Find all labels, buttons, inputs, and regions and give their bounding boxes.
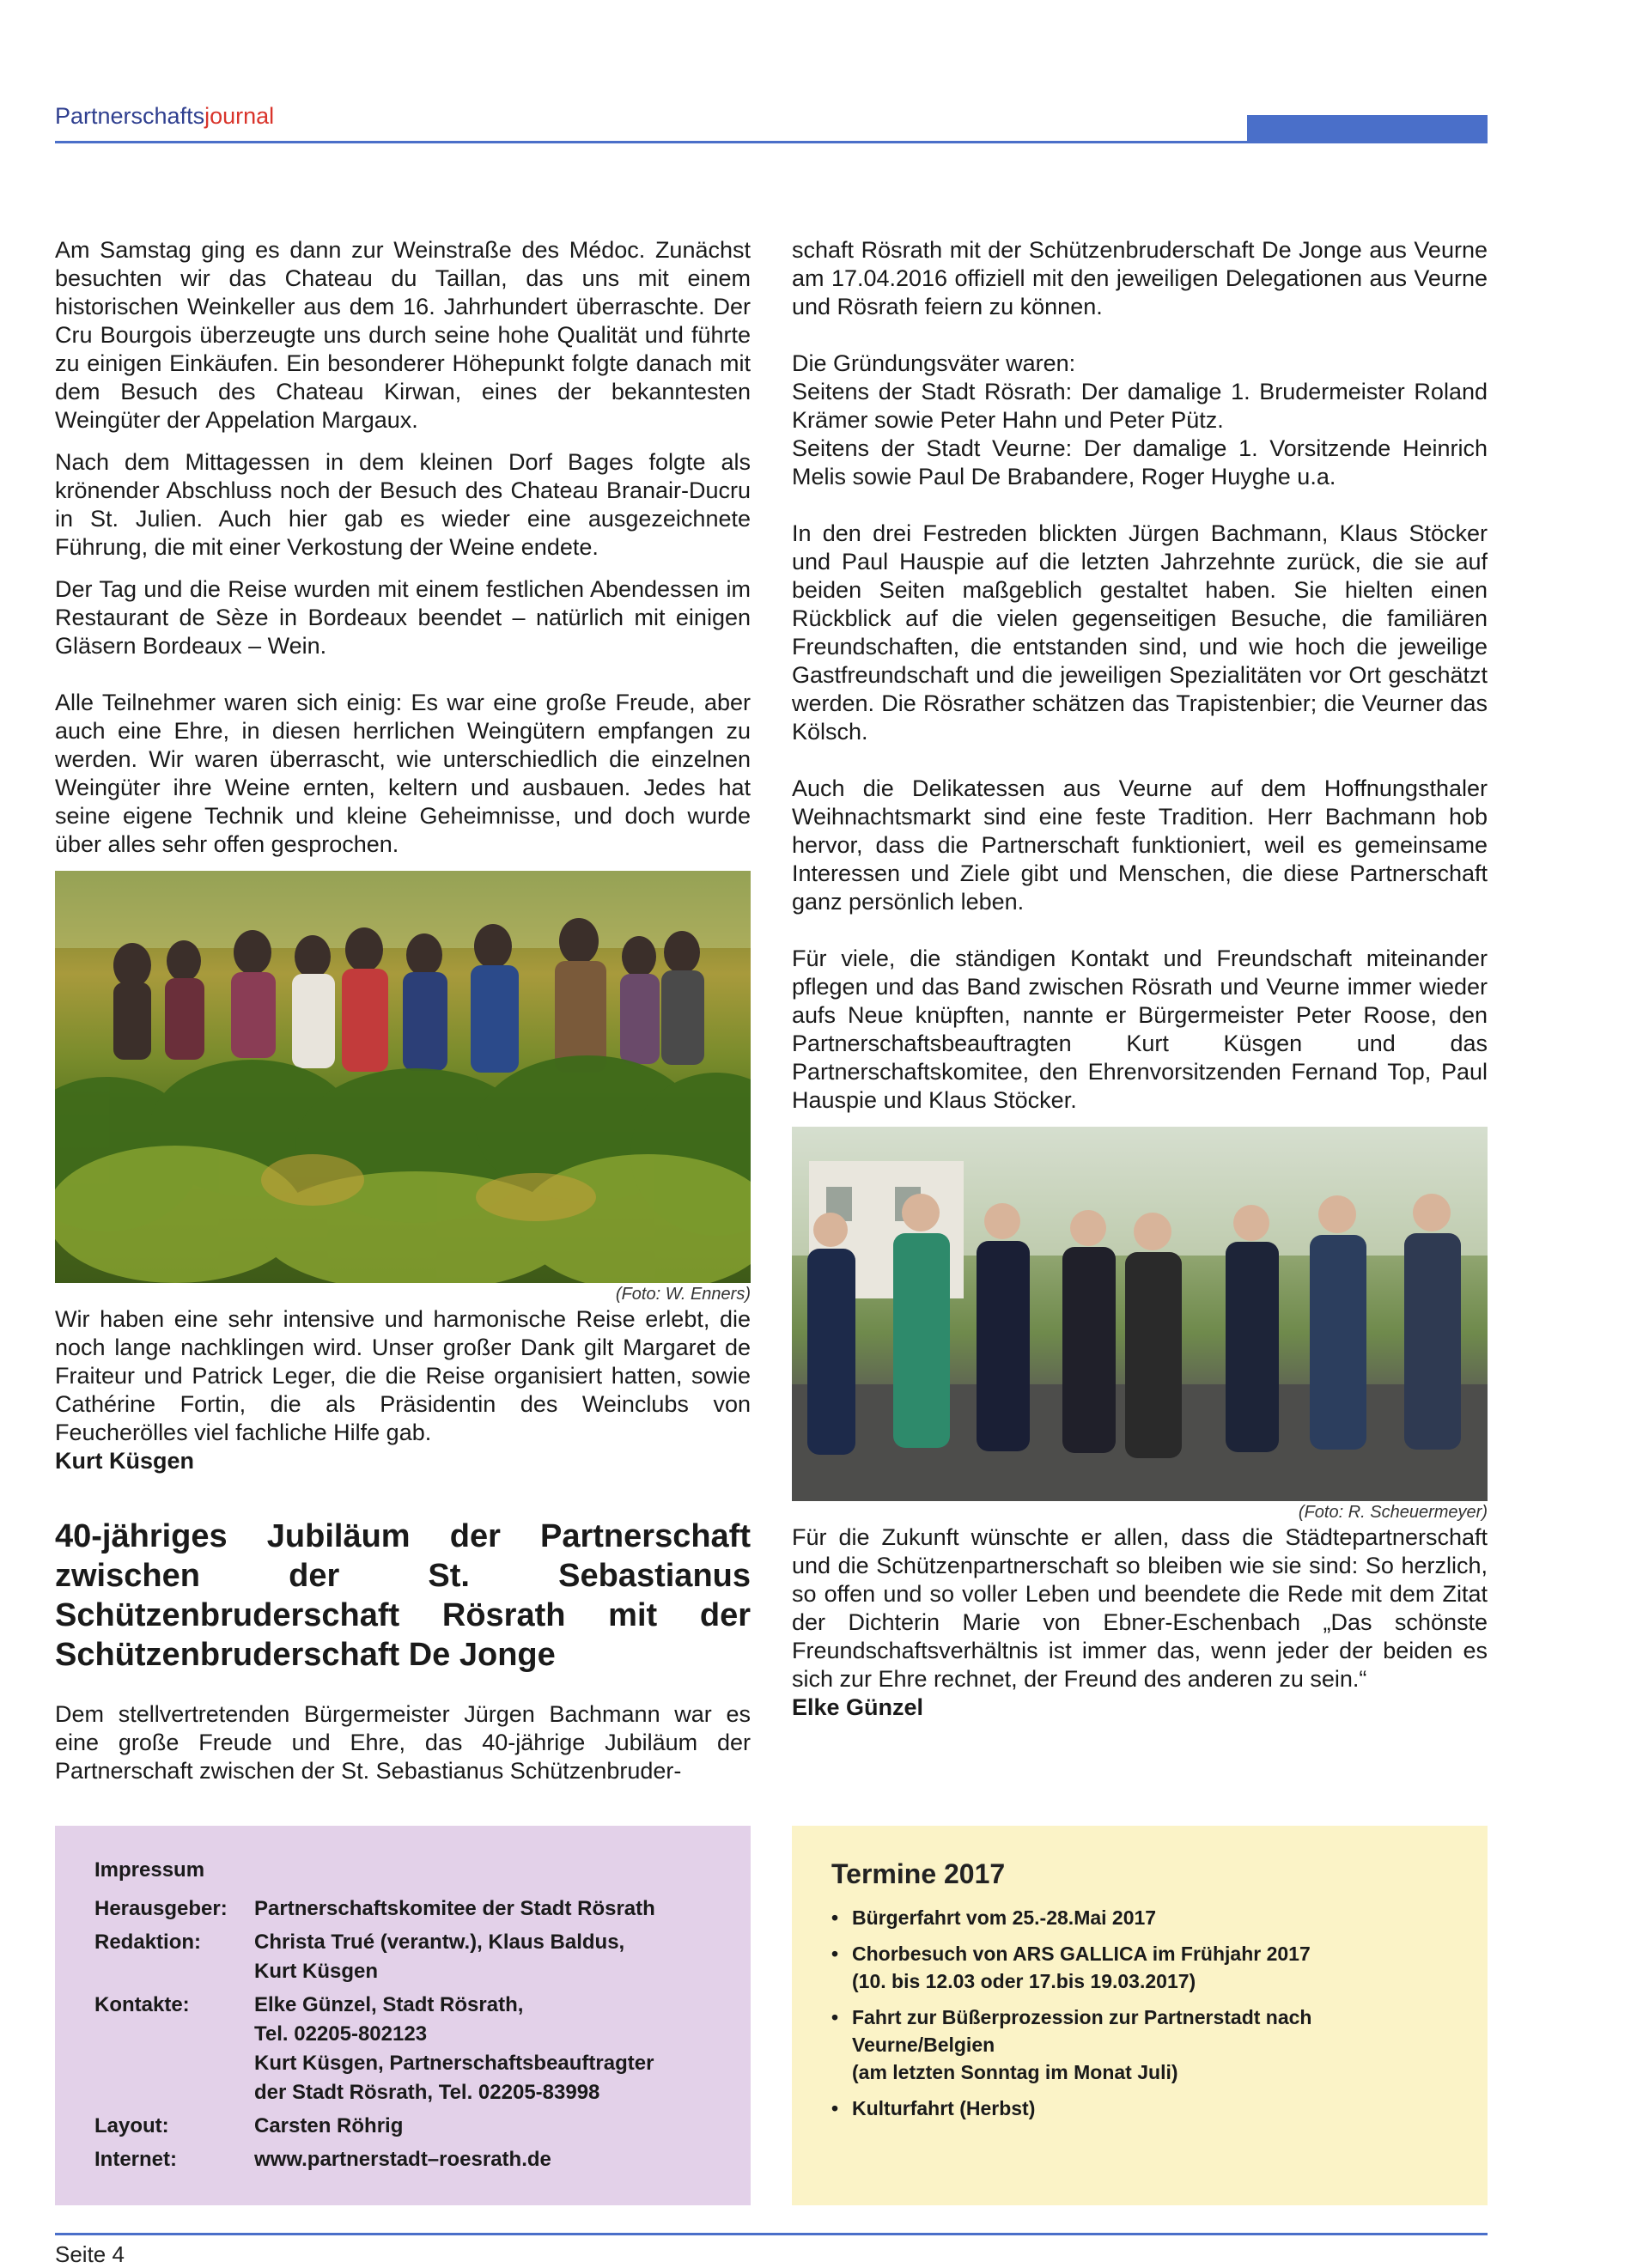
paragraph: Die Gründungsväter waren: xyxy=(792,350,1076,376)
termine-title: Termine 2017 xyxy=(831,1858,1006,1889)
termine-item-text: • Bürgerfahrt vom 25.-28.Mai 2017 xyxy=(852,1906,1157,1929)
author-signature: Elke Günzel xyxy=(792,1694,924,1720)
paragraph: In den drei Festreden blickten Jürgen Bachmann, Klaus Stöcker und Paul Hauspie auf die letzten Jahrzehnte zurück, die sie auf beiden Seiten maßgeblich gestaltet haben. Sie hielten einen Rückblick auf die vielen gegenseitigen Besuche, die familiären Freundschaften, die entstanden sind, und wie hoch die jeweilige Gastfreundschaft und die jeweiligen Spezialitäten vor Ort geschätzt werden. Die Rösrather schätzen das Trapistenbier; die Veurner das Kölsch. xyxy=(792,520,1488,745)
left-column xyxy=(55,236,751,1785)
termine-item-text: • Chorbesuch von ARS GALLICA im Frühjahr 2017 xyxy=(852,1943,1311,1965)
impressum-value: Christa Trué (verantw.), Klaus Baldus, xyxy=(254,1931,625,1954)
termine-item-text: • Kulturfahrt (Herbst) xyxy=(852,2097,1036,2119)
paragraph: Für viele, die ständigen Kontakt und Freundschaft miteinander pflegen und das Band zwischen Rösrath und Veurne immer wieder aufs Neue knüpften, nannte er Bürgermeister Peter Roose, den Partnerschaftsbeauftragten Kurt Küsgen und das Partnerschaftskomitee, den Ehrenvorsitzenden Fernand Top, Paul Hauspie und Klaus Stöcker. xyxy=(792,946,1488,1113)
termine-list xyxy=(831,1904,1448,2122)
impressum-value: Tel. 02205-802123 xyxy=(254,2022,428,2046)
delegation-group-photo xyxy=(792,1127,1488,1501)
photo-credit: (Foto: R. Scheuermeyer) xyxy=(1298,1503,1488,1522)
paragraph: Dem stellvertretenden Bürgermeister Jürgen Bachmann war es eine große Freude und Ehre, das 40-jährige Jubiläum der Partnerschaft zwischen der St. Sebastianus Schützenbruder- xyxy=(55,1701,751,1784)
impressum-key: Herausgeber: xyxy=(94,1897,228,1920)
article-headline: 40-jähriges Jubiläum der Partnerschaft zwischen der St. Sebastianus Schützenbruderschaft Rösrath mit der Schützenbruderschaft De Jonge xyxy=(55,1518,751,1673)
impressum-row xyxy=(94,2112,711,2141)
impressum-row xyxy=(94,2145,711,2174)
paragraph: schaft Rösrath mit der Schützenbruderschaft De Jonge aus Veurne am 17.04.2016 offiziell mit den jeweiligen Delegationen aus Veurne und Rösrath feiern zu können. xyxy=(792,237,1488,319)
right-column xyxy=(792,236,1488,1722)
impressum-row xyxy=(94,1991,711,2107)
impressum-value: Kurt Küsgen, Partnerschaftsbeauftragter xyxy=(254,2052,654,2075)
impressum-key: Layout: xyxy=(94,2114,169,2137)
paragraph: Seitens der Stadt Rösrath: Der damalige 1. Brudermeister Roland Krämer sowie Peter Hahn und Peter Pütz. xyxy=(792,379,1488,433)
impressum-row xyxy=(94,1894,711,1924)
footer-rule xyxy=(55,2233,1488,2235)
impressum-value: Carsten Röhrig xyxy=(254,2114,404,2137)
impressum-key: Kontakte: xyxy=(94,1993,190,2016)
list-item xyxy=(831,1940,1448,1995)
impressum-key: Redaktion: xyxy=(94,1931,202,1954)
impressum-value: Elke Günzel, Stadt Rösrath, xyxy=(254,1993,524,2016)
termine-item-detail: (10. bis 12.03 oder 17.bis 19.03.2017) xyxy=(852,1970,1196,1992)
journal-title-prefix: Partnerschafts xyxy=(55,103,205,129)
list-item xyxy=(831,2004,1448,2086)
header-color-block xyxy=(1247,115,1488,143)
impressum-title: Impressum xyxy=(94,1858,205,1882)
impressum-value: der Stadt Rösrath, Tel. 02205-83998 xyxy=(254,2081,600,2104)
paragraph: Seitens der Stadt Veurne: Der damalige 1. Vorsitzende Heinrich Melis sowie Paul De Brabandere, Roger Huyghe u.a. xyxy=(792,435,1488,489)
termine-box xyxy=(792,1826,1488,2205)
impressum-key: Internet: xyxy=(94,2148,177,2171)
impressum-value: Kurt Küsgen xyxy=(254,1960,378,1983)
termine-item-text: • Fahrt zur Büßerprozession zur Partnerstadt nach Veurne/Belgien xyxy=(852,2006,1312,2056)
paragraph: Auch die Delikatessen aus Veurne auf dem Hoffnungsthaler Weihnachtsmarkt sind eine feste Tradition. Herr Bachmann hob hervor, dass die Partnerschaft funktioniert, weil es gemeinsame Interessen und Ziele gibt und Menschen, die diese Partnerschaft ganz persönlich leben. xyxy=(792,775,1488,915)
paragraph: Für die Zukunft wünschte er allen, dass die Städtepartnerschaft und die Schützenpartnerschaft so bleiben wie sie sind: So herzlich, so offen und so voller Leben und beendete die Rede mit dem Zitat der Dichterin Marie von Ebner-Eschenbach „Das schönste Freundschaftsverhältnis ist immer das, wenn jeder der beiden es sich zur Ehre rechnet, der Freund des anderen zu sein.“ xyxy=(792,1524,1488,1692)
impressum-website-link[interactable]: www.partnerstadt–roesrath.de xyxy=(254,2148,551,2171)
list-item xyxy=(831,2095,1448,2122)
paragraph: Wir haben eine sehr intensive und harmonische Reise erlebt, die noch lange nachklingen wird. Unser großer Dank gilt Margaret de Fraiteur und Patrick Leger, die die Reise organisiert hatten, sowie Cathérine Fortin, die als Präsidentin des Weinclubs von Feucherölles viel fachliche Hilfe gab. xyxy=(55,1306,751,1445)
vineyard-group-photo xyxy=(55,871,751,1283)
journal-title-accent: journal xyxy=(204,103,275,129)
paragraph: Der Tag und die Reise wurden mit einem festlichen Abendessen im Restaurant de Sèze in Bordeaux beendet – natürlich mit einigen Gläsern Bordeaux – Wein. xyxy=(55,576,751,659)
photo-credit: (Foto: W. Enners) xyxy=(615,1285,751,1304)
impressum-box xyxy=(55,1826,751,2205)
paragraph: Alle Teilnehmer waren sich einig: Es war eine große Freude, aber auch eine Ehre, in diesen herrlichen Weingütern empfangen zu werden. Wir waren überrascht, wie unterschiedlich die einzelnen Weingüter ihre Weine ernten, keltern und ausbauen. Jedes hat seine eigene Technik und kleine Geheimnisse, und doch wurde über alles sehr offen gesprochen. xyxy=(55,690,751,857)
impressum-row xyxy=(94,1928,711,1986)
impressum-value: Partnerschaftskomitee der Stadt Rösrath xyxy=(254,1897,655,1920)
paragraph: Nach dem Mittagessen in dem kleinen Dorf Bages folgte als krönender Abschluss noch der Besuch des Chateau Branair-Ducru in St. Julien. Auch hier gab es wieder eine ausgezeichnete Führung, die mit einer Verkostung der Weine endete. xyxy=(55,449,751,560)
journal-title xyxy=(55,103,274,130)
page-number: Seite 4 xyxy=(55,2241,125,2267)
list-item xyxy=(831,1904,1448,1931)
paragraph: Am Samstag ging es dann zur Weinstraße des Médoc. Zunächst besuchten wir das Chateau du Taillan, das uns mit einem historischen Weinkeller aus dem 16. Jahrhundert überraschte. Der Cru Bourgois überzeugte uns durch seine hohe Qualität und führte zu einigen Einkäufen. Ein besonderer Höhepunkt folgte danach mit dem Besuch des Chateau Kirwan, eines der bekanntesten Weingüter der Appelation Margaux. xyxy=(55,237,751,433)
termine-item-detail: (am letzten Sonntag im Monat Juli) xyxy=(852,2061,1178,2083)
author-signature: Kurt Küsgen xyxy=(55,1448,194,1474)
